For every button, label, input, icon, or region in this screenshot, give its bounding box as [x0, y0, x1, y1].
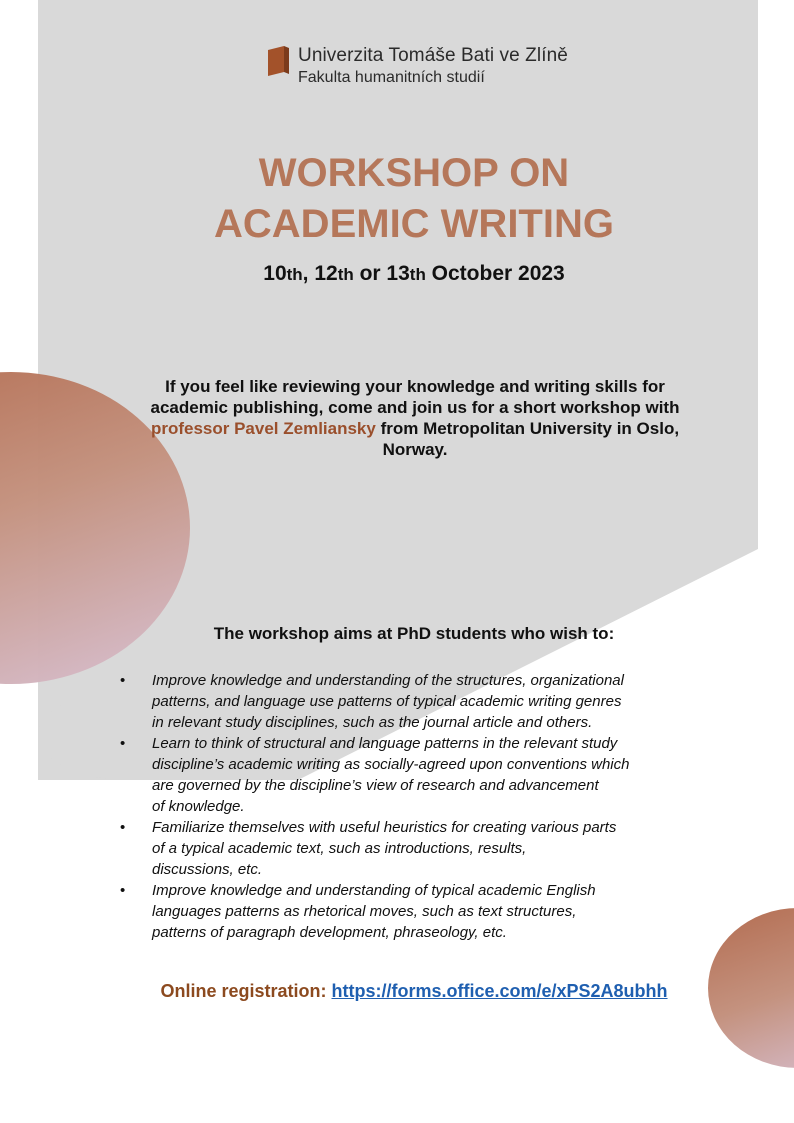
registration-label: Online registration: — [160, 981, 332, 1001]
speaker-name: professor Pavel Zemliansky — [150, 419, 376, 438]
date-day-3: 13 — [386, 262, 410, 285]
bullet-icon: • — [120, 735, 126, 752]
date-month-year: October 2023 — [425, 262, 565, 285]
list-item-text: Familiarize themselves with useful heuristics for creating various parts of a typical academic text, such as introductions, results, discussions, etc. — [152, 819, 617, 878]
book-logo-icon — [268, 46, 290, 76]
title-line-1: WORKSHOP ON — [258, 151, 570, 195]
date-suffix-2: th — [337, 265, 354, 284]
workshop-title — [0, 148, 794, 250]
university-logo — [268, 44, 568, 94]
bullet-icon: • — [120, 882, 126, 899]
bullet-icon: • — [120, 672, 126, 689]
aims-list — [120, 670, 720, 943]
date-suffix-1: th — [286, 265, 303, 284]
intro-text-before: If you feel like reviewing your knowledge and writing skills for academic publishing, come and join us for a short workshop with — [150, 377, 680, 417]
workshop-date — [0, 262, 794, 286]
intro-paragraph — [130, 376, 700, 460]
date-separator-2: or — [353, 262, 387, 285]
online-registration — [0, 981, 794, 1002]
registration-link[interactable]: https://forms.office.com/e/xPS2A8ubhh — [331, 981, 668, 1001]
list-item — [120, 817, 720, 880]
list-item-text: Improve knowledge and understanding of the structures, organizational patterns, and language use patterns of typical academic writing genres in relevant study disciplines, such as the journal article and others. — [152, 672, 624, 731]
list-item — [120, 733, 720, 817]
list-item-text: Improve knowledge and understanding of typical academic English languages patterns as rhetorical moves, such as text structures, patterns of paragraph development, phraseology, etc. — [152, 882, 596, 941]
date-suffix-3: th — [409, 265, 426, 284]
intro-text-after: from Metropolitan University in Oslo, Norway. — [375, 419, 680, 459]
date-day-2: 12 — [314, 262, 338, 285]
list-item — [120, 880, 720, 943]
date-day-1: 10 — [263, 262, 287, 285]
bullet-icon: • — [120, 819, 126, 836]
list-item-text: Learn to think of structural and language patterns in the relevant study discipline’s academic writing as socially-agreed upon conventions which are governed by the discipline’s view of research and advancement of knowledge. — [152, 735, 630, 815]
title-line-2: ACADEMIC WRITING — [214, 202, 614, 246]
university-name: Univerzita Tomáše Bati ve Zlíně — [298, 45, 568, 66]
aims-heading: The workshop aims at PhD students who wish to: — [213, 624, 615, 643]
date-separator-1: , — [302, 262, 315, 285]
faculty-name: Fakulta humanitních studií — [298, 68, 485, 86]
list-item — [120, 670, 720, 733]
